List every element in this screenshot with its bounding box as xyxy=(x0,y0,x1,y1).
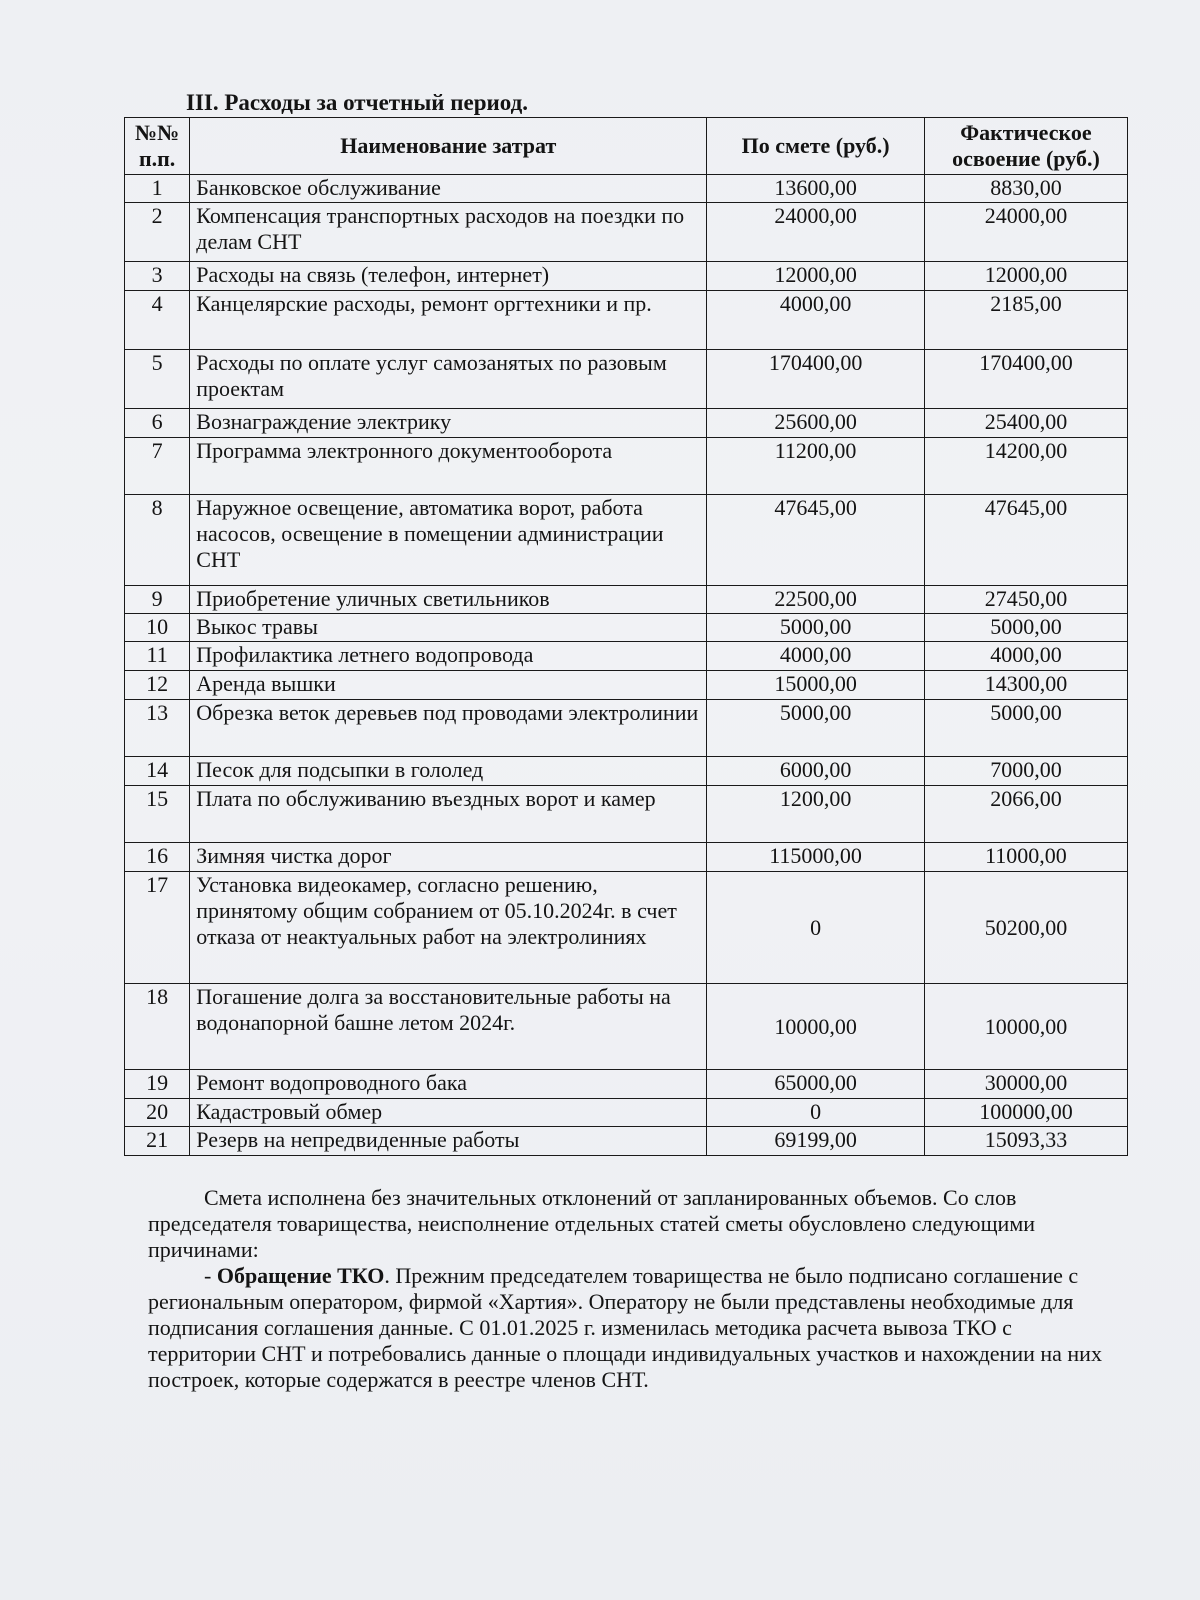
cell-fact: 100000,00 xyxy=(924,1099,1127,1127)
cell-plan: 22500,00 xyxy=(707,586,925,614)
cell-fact: 12000,00 xyxy=(924,262,1127,291)
table-row xyxy=(125,671,1128,700)
table-row xyxy=(125,203,1128,262)
table-row xyxy=(125,642,1128,671)
table-row xyxy=(125,984,1128,1070)
cell-num: 21 xyxy=(125,1127,190,1156)
table-row xyxy=(125,350,1128,409)
cell-plan: 11200,00 xyxy=(707,438,925,495)
cell-name: Песок для подсыпки в гололед xyxy=(190,757,707,786)
cell-fact: 47645,00 xyxy=(924,495,1127,586)
cell-name: Канцелярские расходы, ремонт оргтехники и пр. xyxy=(190,291,707,350)
cell-num: 3 xyxy=(125,262,190,291)
table-header-row xyxy=(125,118,1128,175)
table-row xyxy=(125,495,1128,586)
cell-num: 2 xyxy=(125,203,190,262)
cell-name: Плата по обслуживанию въездных ворот и камер xyxy=(190,786,707,843)
cell-plan: 0 xyxy=(707,1099,925,1127)
cell-plan: 65000,00 xyxy=(707,1070,925,1099)
cell-fact: 50200,00 xyxy=(924,872,1127,984)
header-num: №№ п.п. xyxy=(125,118,190,175)
cell-name: Вознаграждение электрику xyxy=(190,409,707,438)
cell-num: 19 xyxy=(125,1070,190,1099)
cell-plan: 47645,00 xyxy=(707,495,925,586)
summary-paragraph: Смета исполнена без значительных отклонений от запланированных объемов. Со слов председателя товарищества, неисполнение отдельных статей сметы обусловлено следующими причинами: xyxy=(148,1185,1036,1262)
summary-item xyxy=(148,1263,1108,1393)
table-row xyxy=(125,757,1128,786)
cell-name: Расходы по оплате услуг самозанятых по разовым проектам xyxy=(190,350,707,409)
cell-name: Установка видеокамер, согласно решению, принятому общим собранием от 05.10.2024г. в счет отказа от неактуальных работ на электролиниях xyxy=(190,872,707,984)
section-title: III. Расходы за отчетный период. xyxy=(186,90,529,115)
table-row xyxy=(125,586,1128,614)
cell-plan: 12000,00 xyxy=(707,262,925,291)
cell-name: Обрезка веток деревьев под проводами электролинии xyxy=(190,700,707,757)
cell-num: 8 xyxy=(125,495,190,586)
cell-num: 18 xyxy=(125,984,190,1070)
cell-num: 12 xyxy=(125,671,190,700)
cell-name: Банковское обслуживание xyxy=(190,175,707,203)
cell-plan: 13600,00 xyxy=(707,175,925,203)
cell-fact: 14200,00 xyxy=(924,438,1127,495)
cell-plan: 69199,00 xyxy=(707,1127,925,1156)
cell-name: Ремонт водопроводного бака xyxy=(190,1070,707,1099)
cell-num: 17 xyxy=(125,872,190,984)
cell-fact: 8830,00 xyxy=(924,175,1127,203)
cell-fact: 30000,00 xyxy=(924,1070,1127,1099)
cell-num: 15 xyxy=(125,786,190,843)
item-title: Обращение ТКО xyxy=(216,1263,385,1288)
table-row xyxy=(125,1070,1128,1099)
table-row xyxy=(125,786,1128,843)
cell-fact: 25400,00 xyxy=(924,409,1127,438)
table-row xyxy=(125,843,1128,872)
cell-fact: 2066,00 xyxy=(924,786,1127,843)
cell-num: 14 xyxy=(125,757,190,786)
cell-name: Расходы на связь (телефон, интернет) xyxy=(190,262,707,291)
table-row xyxy=(125,1127,1128,1156)
cell-plan: 4000,00 xyxy=(707,642,925,671)
cell-fact: 7000,00 xyxy=(924,757,1127,786)
cell-name: Погашение долга за восстановительные работы на водонапорной башне летом 2024г. xyxy=(190,984,707,1070)
table-row xyxy=(125,175,1128,203)
cell-name: Профилактика летнего водопровода xyxy=(190,642,707,671)
cell-fact: 170400,00 xyxy=(924,350,1127,409)
cell-name: Компенсация транспортных расходов на поездки по делам СНТ xyxy=(190,203,707,262)
cell-num: 10 xyxy=(125,614,190,642)
cell-name: Резерв на непредвиденные работы xyxy=(190,1127,707,1156)
cell-num: 5 xyxy=(125,350,190,409)
cell-name: Выкос травы xyxy=(190,614,707,642)
cell-plan: 115000,00 xyxy=(707,843,925,872)
cell-name: Программа электронного документооборота xyxy=(190,438,707,495)
cell-fact: 2185,00 xyxy=(924,291,1127,350)
cell-fact: 11000,00 xyxy=(924,843,1127,872)
cell-plan: 10000,00 xyxy=(707,984,925,1070)
cell-name: Приобретение уличных светильников xyxy=(190,586,707,614)
cell-plan: 15000,00 xyxy=(707,671,925,700)
cell-num: 16 xyxy=(125,843,190,872)
cell-plan: 5000,00 xyxy=(707,700,925,757)
cell-num: 1 xyxy=(125,175,190,203)
summary-text xyxy=(148,1185,1108,1393)
cell-plan: 24000,00 xyxy=(707,203,925,262)
table-row xyxy=(125,700,1128,757)
cell-fact: 14300,00 xyxy=(924,671,1127,700)
item-prefix: - xyxy=(204,1263,217,1288)
cell-fact: 24000,00 xyxy=(924,203,1127,262)
cell-fact: 5000,00 xyxy=(924,700,1127,757)
cell-num: 7 xyxy=(125,438,190,495)
cell-num: 9 xyxy=(125,586,190,614)
cell-plan: 6000,00 xyxy=(707,757,925,786)
cell-fact: 10000,00 xyxy=(924,984,1127,1070)
cell-name: Наружное освещение, автоматика ворот, работа насосов, освещение в помещении администрации СНТ xyxy=(190,495,707,586)
table-row xyxy=(125,262,1128,291)
table-row xyxy=(125,614,1128,642)
cell-fact: 15093,33 xyxy=(924,1127,1127,1156)
cell-name: Кадастровый обмер xyxy=(190,1099,707,1127)
cell-fact: 5000,00 xyxy=(924,614,1127,642)
table-row xyxy=(125,409,1128,438)
table-body xyxy=(125,175,1128,1156)
cell-plan: 25600,00 xyxy=(707,409,925,438)
cell-plan: 1200,00 xyxy=(707,786,925,843)
cell-plan: 4000,00 xyxy=(707,291,925,350)
table-row xyxy=(125,291,1128,350)
table-row xyxy=(125,872,1128,984)
cell-name: Аренда вышки xyxy=(190,671,707,700)
cell-num: 4 xyxy=(125,291,190,350)
header-name: Наименование затрат xyxy=(190,118,707,175)
expenses-table xyxy=(124,117,1128,1156)
cell-num: 6 xyxy=(125,409,190,438)
cell-plan: 170400,00 xyxy=(707,350,925,409)
cell-num: 13 xyxy=(125,700,190,757)
cell-fact: 27450,00 xyxy=(924,586,1127,614)
cell-plan: 0 xyxy=(707,872,925,984)
cell-num: 11 xyxy=(125,642,190,671)
item-text: . Прежним председателем товарищества не было подписано соглашение с региональным оператором, фирмой «Хартия». Оператору не были представлены необходимые для подписания соглашения данные. С 01.01.2025 г. изменилась методика расчета вывоза ТКО с территории СНТ и потребовались данные о площади индивидуальных участков и нахождении на них построек, которые содержатся в реестре членов СНТ. xyxy=(148,1263,1102,1392)
cell-plan: 5000,00 xyxy=(707,614,925,642)
table-row xyxy=(125,1099,1128,1127)
cell-fact: 4000,00 xyxy=(924,642,1127,671)
cell-num: 20 xyxy=(125,1099,190,1127)
table-row xyxy=(125,438,1128,495)
header-fact: Фактическое освоение (руб.) xyxy=(924,118,1127,175)
cell-name: Зимняя чистка дорог xyxy=(190,843,707,872)
header-plan: По смете (руб.) xyxy=(707,118,925,175)
